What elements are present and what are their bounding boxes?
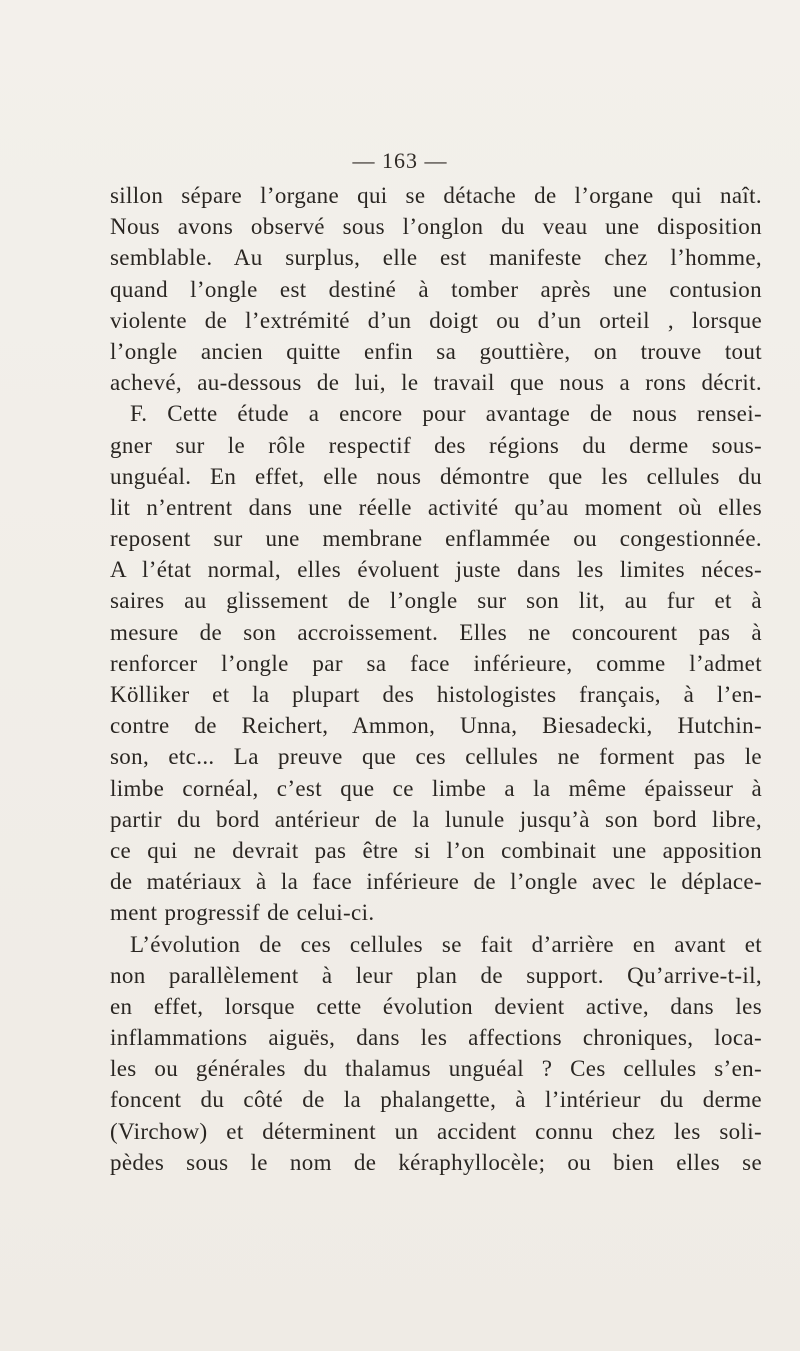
text-line: l’ongle ancien quitte enfin sa gouttière, on trouve tout (110, 338, 762, 364)
text-line: foncent du côté de la phalangette, à l’intérieur du derme (110, 1087, 762, 1113)
text-line: (Virchow) et déterminent un accident connu chez les soli- (110, 1118, 762, 1144)
text-line: saires au glissement de l’ongle sur son lit, au fur et à (110, 588, 762, 614)
text-line: partir du bord antérieur de la lunule jusqu’à son bord libre, (110, 806, 762, 832)
text-line: ment progressif de celui-ci. (110, 900, 375, 926)
text-line: semblable. Au surplus, elle est manifeste chez l’homme, (110, 245, 762, 271)
text-line: son, etc... La preuve que ces cellules ne forment pas le (110, 744, 762, 770)
text-line: Nous avons observé sous l’onglon du veau une disposition (110, 214, 762, 240)
text-line: violente de l’extrémité d’un doigt ou d’un orteil , lorsque (110, 307, 762, 333)
text-line: pèdes sous le nom de kéraphyllocèle; ou bien elles se (110, 1149, 762, 1175)
text-line: unguéal. En effet, elle nous démontre que les cellules du (110, 463, 762, 489)
text-line: achevé, au-dessous de lui, le travail que nous a rons décrit. (110, 370, 762, 396)
text-line: inflammations aiguës, dans les affections chroniques, loca- (110, 1025, 762, 1051)
body-text (110, 180, 762, 1178)
text-line-paragraph-start: F. Cette étude a encore pour avantage de nous rensei- (130, 401, 762, 427)
text-line: lit n’entrent dans une réelle activité qu’au moment où elles (110, 494, 762, 520)
text-line: mesure de son accroissement. Elles ne concourent pas à (110, 619, 762, 645)
text-line: Kölliker et la plupart des histologistes français, à l’en- (110, 682, 762, 707)
text-line: reposent sur une membrane enflammée ou congestionnée. (110, 526, 762, 552)
text-line: contre de Reichert, Ammon, Unna, Biesadecki, Hutchin- (110, 713, 762, 739)
text-line: en effet, lorsque cette évolution devient active, dans les (110, 993, 762, 1019)
text-line: gner sur le rôle respectif des régions du derme sous- (110, 432, 762, 458)
page-number: — 163 — (352, 148, 448, 173)
text-line: limbe cornéal, c’est que ce limbe a la même épaisseur à (110, 775, 762, 801)
text-line: sillon sépare l’organe qui se détache de l’organe qui naît. (110, 183, 762, 208)
text-line: ce qui ne devrait pas être si l’on combinait une apposition (110, 837, 762, 863)
text-line: renforcer l’ongle par sa face inférieure, comme l’admet (110, 650, 762, 676)
text-line: A l’état normal, elles évoluent juste dans les limites néces- (110, 557, 762, 583)
text-line: les ou générales du thalamus unguéal ? Ces cellules s’en- (110, 1056, 762, 1082)
text-line: non parallèlement à leur plan de support. Qu’arrive-t-il, (110, 962, 762, 988)
text-line: de matériaux à la face inférieure de l’ongle avec le déplace- (110, 869, 762, 895)
text-line: quand l’ongle est destiné à tomber après une contusion (110, 276, 762, 302)
text-line-paragraph-start: L’évolution de ces cellules se fait d’arrière en avant et (130, 931, 762, 957)
